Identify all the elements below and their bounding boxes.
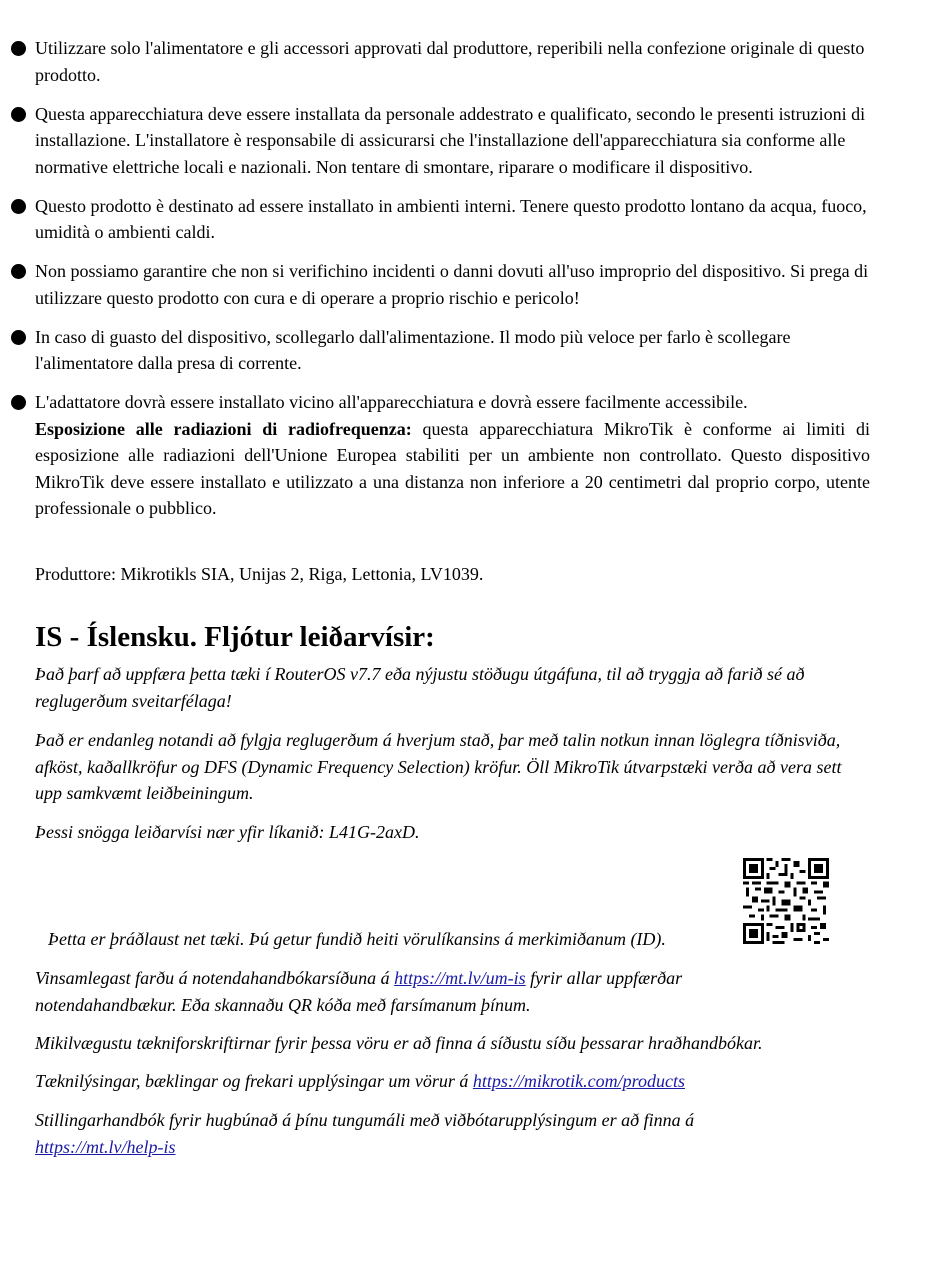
user-manual-notice [35, 965, 795, 1018]
user-manual-link[interactable]: https://mt.lv/um-is [394, 968, 526, 988]
qr-code-icon [743, 858, 829, 944]
bullet-icon [11, 107, 26, 122]
help-text: Stillingarhandbók fyrir hugbúnað á þínu tungumáli með viðbótarupplýsingum er að finna á [35, 1110, 695, 1130]
list-item [0, 258, 950, 311]
list-item [0, 389, 950, 522]
products-notice [35, 1068, 875, 1095]
user-manual-text-pre: Vinsamlegast farðu á notendahandbókarsíðuna á [35, 968, 395, 988]
firmware-notice: Það þarf að uppfæra þetta tæki í RouterOS v7.7 eða nýjustu stöðugu útgáfuna, til að tryggja að farið sé að reglugerðum sveitarfélaga! [35, 664, 805, 711]
list-item [0, 324, 950, 377]
regulation-notice: Það er endanleg notandi að fylgja reglugerðum á hverjum stað, þar með talin notkun innan löglegra tíðnisviða, afköst, kaðallkröfur og DFS (Dynamic Frequency Selection) kröfur. Öll MikroTik útvarpstæki verða að vera sett upp samkvæmt leiðbeiningum. [35, 730, 842, 803]
bullet-text: Utilizzare solo l'alimentatore e gli accessori approvati dal produttore, reperibili nella confezione originale di questo prodotto. [35, 38, 865, 85]
specs-notice: Mikilvægustu tækniforskriftirnar fyrir þessa vöru er að finna á síðustu síðu þessarar hraðhandbókar. [35, 1033, 763, 1053]
bullet-text: L'adattatore dovrà essere installato vicino all'apparecchiatura e dovrà essere facilmente accessibile. [35, 392, 748, 412]
rf-exposure-text: questa apparecchiatura MikroTik è conforme ai limiti di esposizione alle radiazioni dell'Unione Europea stabiliti per un ambiente non controllato. Questo dispositivo MikroTik deve essere installato e utilizzato a una distanza non inferiore a 20 centimetri dal proprio corpo, utente professionale o pubblico. [35, 418, 870, 518]
wireless-device-notice: Þetta er þráðlaust net tæki. Þú getur fundið heiti vörulíkansins á merkimiðanum (ID). [48, 929, 666, 949]
bullet-icon [11, 199, 26, 214]
list-item [0, 193, 950, 246]
bullet-text: Questa apparecchiatura deve essere installata da personale addestrato e qualificato, secondo le presenti istruzioni di installazione. L'installatore è responsabile di assicurarsi che l'installazione dell'apparecchiatura sia conforme alle normative elettriche locali e nazionali. Non tentare di smontare, riparare o modificare il dispositivo. [35, 103, 866, 177]
rf-exposure-label: Esposizione alle radiazioni di radiofrequenza: [35, 418, 412, 439]
manufacturer-text: Produttore: Mikrotikls SIA, Unijas 2, Riga, Lettonia, LV1039. [35, 564, 484, 584]
products-text: Tæknilýsingar, bæklingar og frekari upplýsingar um vörur á [35, 1071, 473, 1091]
help-notice [35, 1107, 775, 1160]
bullet-icon [11, 264, 26, 279]
products-link[interactable]: https://mikrotik.com/products [472, 1071, 685, 1091]
bullet-icon [11, 330, 26, 345]
help-link[interactable]: https://mt.lv/help-is [35, 1136, 176, 1157]
bullet-icon [11, 395, 26, 410]
safety-bullet-list [0, 35, 950, 522]
section-heading: IS - Íslensku. Fljótur leiðarvísir: [35, 621, 435, 653]
model-notice: Þessi snögga leiðarvísi nær yfir líkanið: L41G-2axD. [35, 822, 420, 842]
user-manual-text-post: fyrir allar uppfærðar notendahandbækur. Eða skannaðu QR kóða með farsímanum þínum. [35, 968, 683, 1015]
bullet-text: Questo prodotto è destinato ad essere installato in ambienti interni. Tenere questo prodotto lontano da acqua, fuoco, umidità o ambienti caldi. [35, 195, 867, 242]
list-item [0, 35, 950, 88]
bullet-text: Non possiamo garantire che non si verifichino incidenti o danni dovuti all'uso improprio del dispositivo. Si prega di utilizzare questo prodotto con cura e di operare a proprio rischio e pericolo! [35, 261, 869, 308]
list-item [0, 101, 950, 181]
bullet-icon [11, 41, 26, 56]
bullet-text: In caso di guasto del dispositivo, scollegarlo dall'alimentazione. Il modo più veloce per farlo è scollegare l'alimentatore dalla presa di corrente. [35, 326, 791, 373]
